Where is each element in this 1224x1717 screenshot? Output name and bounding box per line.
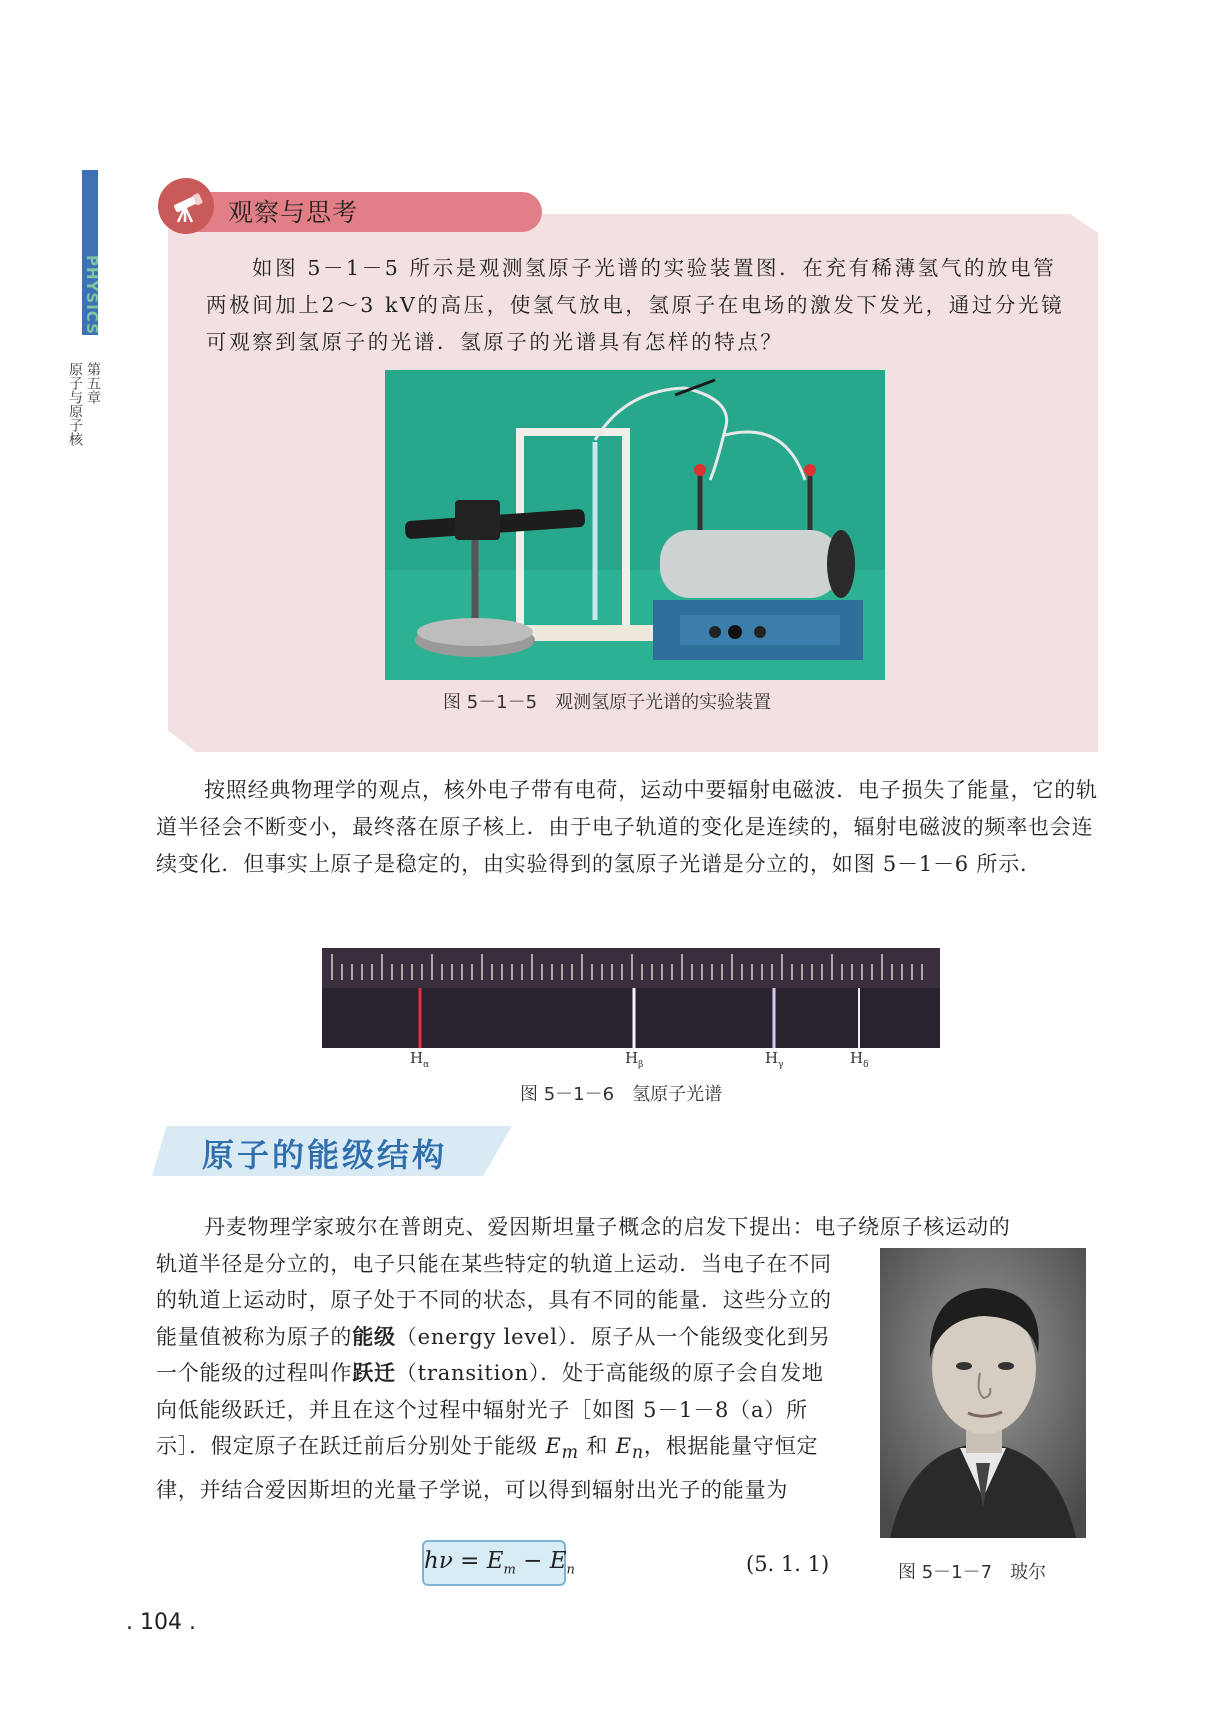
side-subject-label: PHYSICS xyxy=(83,255,101,335)
side-chapter-label xyxy=(67,362,102,464)
observe-title: 观察与思考 xyxy=(228,198,359,227)
hydrogen-spectrum-image xyxy=(322,948,940,1048)
label-h-gamma: $H_\gamma$ xyxy=(765,1049,784,1070)
observe-paragraph-text: 如图 5－1－5 所示是观测氢原子光谱的实验装置图．在充有稀薄氢气的放电管两极间加上2～3 kV的高压，使氢气放电，氢原子在电场的激发下发光，通过分光镜可观察到氢原子的光谱．氢原子的光谱具有怎样的特点？ xyxy=(206,256,1065,354)
chapter-number: 第五章 xyxy=(85,362,101,404)
formula-box xyxy=(422,1540,575,1586)
spectrum-figure-caption: 图 5－1－6 氢原子光谱 xyxy=(520,1084,723,1105)
bohr-first-line: 丹麦物理学家玻尔在普朗克、爱因斯坦量子概念的启发下提出：电子绕原子核运动的 xyxy=(204,1215,1011,1239)
telescope-icon xyxy=(170,190,204,224)
label-h-delta: $H_\delta$ xyxy=(850,1049,869,1070)
bohr-portrait-photo xyxy=(880,1248,1086,1538)
portrait-caption: 图 5－1－7 玻尔 xyxy=(898,1562,1047,1583)
term-transition: 跃迁 xyxy=(352,1361,396,1385)
page-number: . 104 . xyxy=(126,1610,196,1635)
label-h-alpha: $H_\alpha$ xyxy=(410,1049,430,1070)
section-title: 原子的能级结构 xyxy=(202,1136,448,1174)
label-h-beta: $H_\beta$ xyxy=(625,1049,644,1070)
energy-formula: $h\nu = E_m - E_n$ xyxy=(424,1548,575,1578)
observe-paragraph xyxy=(206,250,1066,361)
classical-physics-paragraph xyxy=(156,772,1111,883)
equation-number: (5. 1. 1) xyxy=(746,1552,830,1576)
term-energy-level: 能级 xyxy=(352,1324,396,1349)
bohr-wrapped-text: 轨道半径是分立的，电子只能在某些特定的轨道上运动．当电子在不同的轨道上运动时，原子处于不同的状态，具有不同的能量．这些分立的能量值被称为原子的能级（energy level）．原子从一个能级变化到另一个能级的过程叫作跃迁（transition）．处于高能级的原子会自发地向低能级跃迁，并且在这个过程中辐射光子［如图 5－1－8（a）所示］．假定原子在跃迁前后分别处于能级 $E_m$ 和 $E_n$，根据能量守恒定律，并结合爱因斯坦的光量子学说，可以得到辐射出光子的能量为 xyxy=(156,1251,832,1502)
classical-physics-text: 按照经典物理学的观点，核外电子带有电荷，运动中要辐射电磁波．电子损失了能量，它的轨道半径会不断变小，最终落在原子核上．由于电子轨道的变化是连续的，辐射电磁波的频率也会连续变化．但事实上原子是稳定的，由实验得到的氢原子光谱是分立的，如图 5－1－6 所示． xyxy=(156,778,1098,876)
chapter-title: 原子与原子核 xyxy=(67,362,83,446)
experiment-apparatus-photo xyxy=(385,370,885,680)
experiment-figure-caption: 图 5－1－5 观测氢原子光谱的实验装置 xyxy=(443,692,772,713)
